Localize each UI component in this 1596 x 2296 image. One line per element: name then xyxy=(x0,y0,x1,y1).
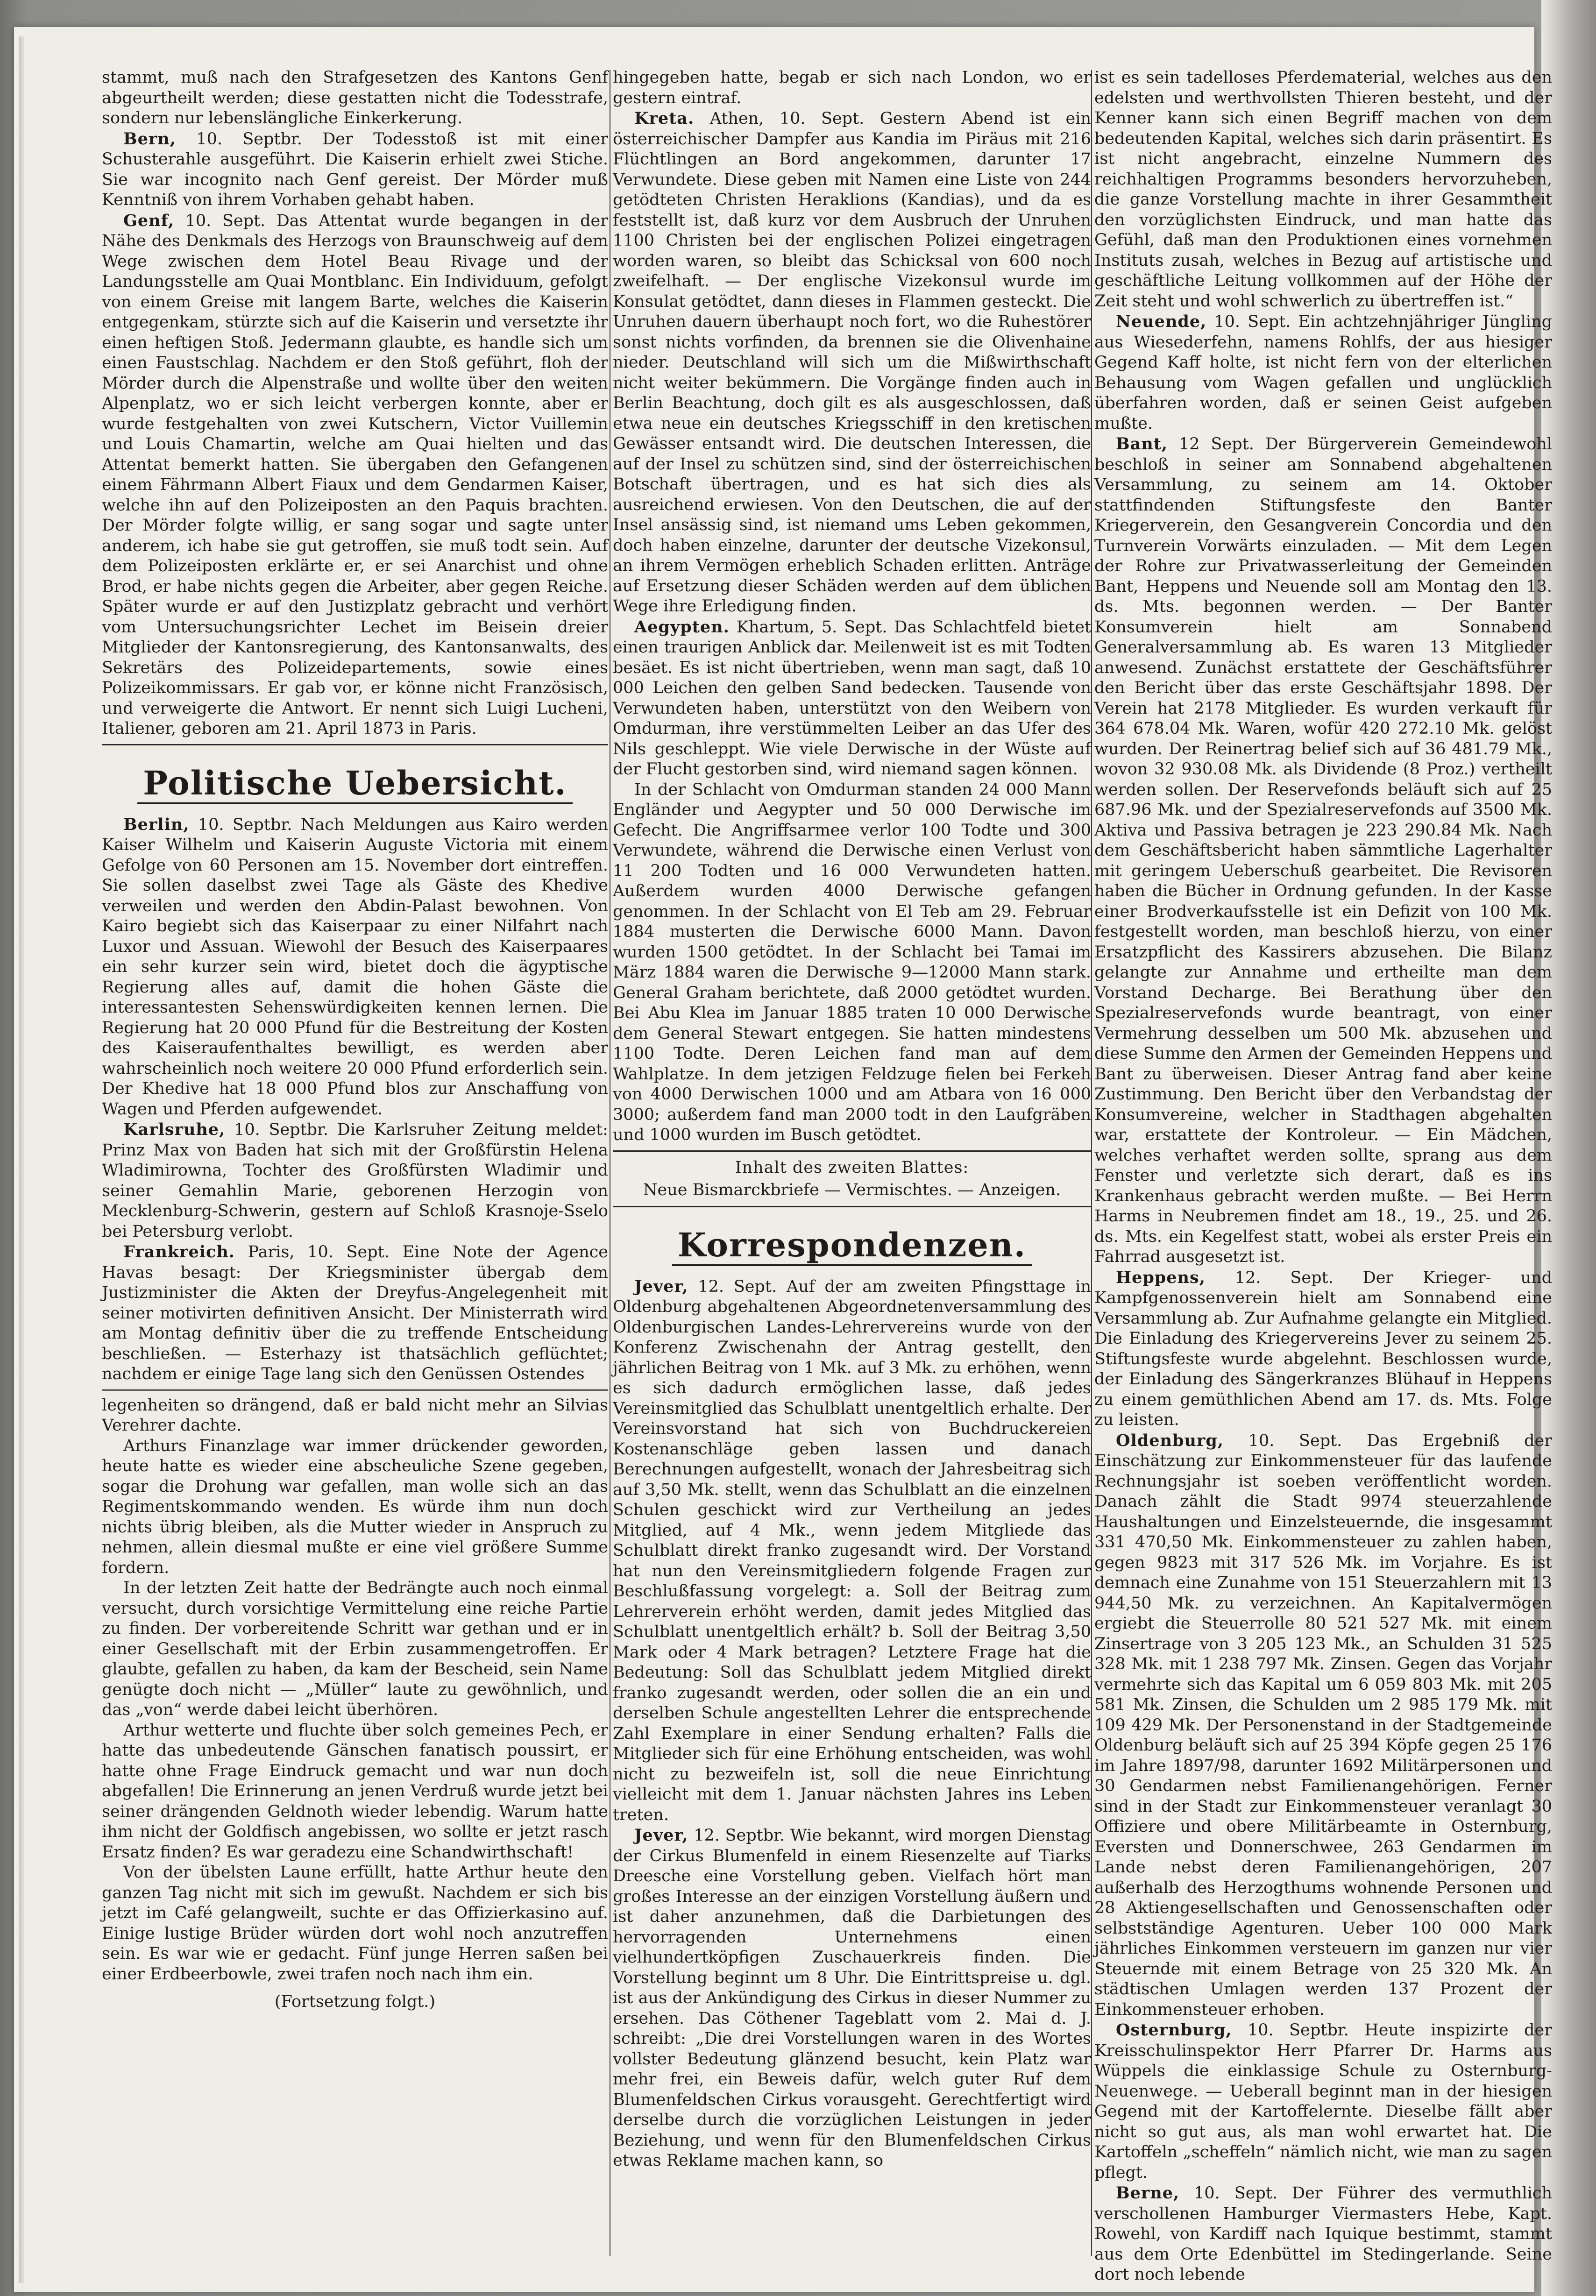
column-3 xyxy=(1094,68,1552,2284)
section-rule xyxy=(102,744,608,745)
dateline-bern: Bern, xyxy=(123,129,176,149)
contents-rule-top xyxy=(613,1150,1091,1152)
article-berne-text: 10. Sept. Der Führer des vermuthlich verschollenen Hamburger Viermasters Hebe, Kapt. Rowehl, von Kardiff nach Iquique bestimmt, stammt aus dem Orte Edenbüttel im Stedingerlande. Seine dort noch lebende xyxy=(1094,2184,1552,2284)
section-title-text: Politische Uebersicht. xyxy=(137,764,573,804)
continued-note: (Fortsetzung folgt.) xyxy=(274,1992,436,2011)
article-aegypten xyxy=(613,617,1091,780)
dateline-neuende: Neuende, xyxy=(1116,312,1207,331)
article-bant-text: 12 Sept. Der Bürgerverein Gemeindewohl beschloß in seiner am Sonnabend abgehaltenen Versammlung, zu seinem am 14. Oktober stattfindenden Stiftungsfeste den Banter Kriegerverein, den Gesangverein Concordia und den Turnverein Vorwärts einzuladen. — Mit dem Legen der Rohre zur Privatwasserleitung der Gemeinden Bant, Heppens und Neuende soll am Montag den 13. ds. Mts. begonnen werden. — Der Banter Konsumverein hielt am Sonnabend Generalversammlung ab. Es waren 13 Mitglieder anwesend. Zunächst erstattete der Geschäftsführer den Bericht über das erste Geschäftsjahr 1898. Der Verein hat 2178 Mitglieder. Es wurden verkauft für 364 678.04 Mk. Waren, wofür 420 272.10 Mk. gelöst wurden. Der Reinertrag belief sich auf 36 481.79 Mk., wovon 32 930.08 Mk. als Dividende (8 Proz.) vertheilt werden sollen. Der Reservefonds beläuft sich auf 25 687.96 Mk. und der Spezialreservefonds auf 3500 Mk. Aktiva und Passiva betragen je 223 290.84 Mk. Nach dem Geschäftsbericht haben sämmtliche Lagerhalter mit geringem Ueberschuß gearbeitet. Die Revisoren haben die Bücher in Ordnung gefunden. In der Kasse einer Brodverkaufsstelle ist ein Defizit von 100 Mk. festgestellt worden, man beschloß hierzu, von einer Ersatzpflicht des Kassirers abzusehen. Die Bilanz gelangte zur Annahme und ertheilte man dem Vorstand Decharge. Bei Berathung über den Spezialreservefonds wurde beantragt, von einer Vermehrung desselben um 500 Mk. abzusehen und diese Summe den Armen der Gemeinden Heppens und Bant zu überweisen. Dieser Antrag fand aber keine Zustimmung. Den Bericht über den Verbandstag der Konsumvereine, welcher in Stadthagen abgehalten war, erstattete der Kontroleur. — Ein Mädchen, welches verhaftet werden sollte, sprang aus dem Fenster und verletzte sich derart, daß es ins Krankenhaus gebracht werden mußte. — Bei Herrn Harms in Neubremen findet am 18., 19., 25. und 26. ds. Mts. ein Kegelfest statt, wobei als erster Preis ein Fahrrad ausgesetzt ist. xyxy=(1094,435,1552,1266)
page-binding-edge xyxy=(19,36,24,2283)
article-neuende xyxy=(1094,312,1552,434)
section-title-text: Korrespondenzen. xyxy=(672,1226,1032,1266)
article-oldenburg-text: 10. Sept. Das Ergebniß der Einschätzung zur Einkommensteuer für das laufende Rechnungsjahr ist soeben veröffentlicht worden. Danach zählt die Stadt 9974 steuerzahlende Haushaltungen und Einzelsteuernde, die insgesammt 331 470,50 Mk. Einkommensteuer zu zahlen haben, gegen 9823 mit 317 526 Mk. im Vorjahre. Es ist demnach eine Zunahme von 151 Steuerzahlern mit 13 944,50 Mk. zu verzeichnen. An Kapitalvermögen ergiebt die Steuerrolle 80 521 527 Mk. mit einem Zinsertrage von 3 205 123 Mk., an Schulden 31 525 328 Mk. mit 1 238 797 Mk. Zinsen. Gegen das Vorjahr vermehrte sich das Kapital um 6 059 803 Mk. mit 205 581 Mk. Zinsen, die Schulden um 2 985 179 Mk. mit 109 429 Mk. Der Personenstand in der Stadtgemeinde Oldenburg beläuft sich auf 25 394 Köpfe gegen 25 176 im Jahre 1897/98, darunter 1692 Militärpersonen und 30 Gendarmen nebst Familienangehörigen. Ferner sind in der Stadt zur Einkommensteuer veranlagt 30 Offiziere und obere Militärbeamte in Osternburg, Eversten und Donnerschwee, 263 Gendarmen im Lande nebst deren Familienangehörigen, 207 außerhalb des Herzogthums wohnende Personen und 28 Aktiengesellschaften und Genossenschaften oder selbstständige Agenturen. Ueber 100 000 Mark jährliches Einkommen versteuern im ganzen nur vier Steuernde mit einem Betrage von 25 320 Mk. An städtischen Umlagen werden 137 Prozent der Einkommensteuer erhoben. xyxy=(1094,1431,1552,2019)
dateline-frankreich: Frankreich. xyxy=(123,1242,235,1261)
contents-rule-bottom xyxy=(613,1206,1091,1207)
feuilleton-novel xyxy=(102,1396,608,2013)
article-genf-text: 10. Sept. Das Attentat wurde begangen in der Nähe des Denkmals des Herzogs von Braunschweig auf dem Wege zwischen dem Hotel Beau Rivage und der Landungsstelle am Quai Montblanc. Ein Individuum, gefolgt von einem Greise mit langem Barte, welches die Kaiserin entgegenkam, stürzte sich auf die Kaiserin und versetzte ihr einen heftigen Stoß. Jedermann glaubte, es handle sich um einen Faustschlag. Nachdem er den Stoß geführt, floh der Mörder durch die Alpenstraße und wollte über den weiten Alpenplatz, wo er sich leicht verbergen konnte, aber er wurde festgehalten von zwei Kutschern, Victor Vuillemin und Louis Chamartin, welche am Quai hielten und das Attentat bemerkt hatten. Sie übergaben den Gefangenen einem Fährmann Albert Fiaux und dem Gendarmen Kaiser, welche ihn auf den Polizeiposten an den Paquis brachten. Der Mörder folgte willig, er sang sogar und sagte unter anderem, ich habe sie gut getroffen, sie muß todt sein. Auf dem Polizeiposten erklärte er, er sei Anarchist und ohne Brod, er habe nichts gegen die Arbeiter, aber gegen Reiche. Später wurde er auf den Justizplatz gebracht und verhört vom Untersuchungsrichter Lechet im Beisein dreier Mitglieder der Kantonsregierung, des Kantonsanwalts, des Sekretärs des Polizeidepartements, sowie eines Polizeikommissars. Er gab vor, er könne nicht Französisch, und verweigerte die Antwort. Er nennt sich Luigi Lucheni, Italiener, geboren am 21. April 1873 in Paris. xyxy=(102,211,608,738)
dateline-berlin: Berlin, xyxy=(123,815,190,834)
article-kreta-text: Athen, 10. Sept. Gestern Abend ist ein österreichischer Dampfer aus Kandia im Piräus mit 216 Flüchtlingen an Bord angekommen, darunter 17 Verwundete. Diese geben mit Namen eine Liste von 244 getödteten Christen Heraklions (Kandias), und da es feststellt ist, daß kurz vor dem Ausbruch der Unruhen 1100 Christen bei der englischen Polizei eingetragen worden waren, so bleibt das Schicksal von 600 noch zweifelhaft. — Der englische Vizekonsul wurde im Konsulat getödtet, dann dieses in Flammen gesteckt. Die Unruhen dauern überhaupt noch fort, wo die Ruhestörer sonst nichts vorfinden, da brennen sie die Olivenhaine nieder. Deutschland will sich um die Mißwirthschaft nicht weiter bekümmern. Die Vorgänge finden auch in Berlin Beachtung, doch gilt es als ausgeschlossen, daß etwa neue ein deutsches Kriegsschiff in den kretischen Gewässer entsandt wird. Die deutschen Interessen, die auf der Insel zu schützen sind, sind der österreichischen Botschaft übertragen, und es hat sich dies als ausreichend erwiesen. Von den Deutschen, die auf der Insel ansässig sind, ist niemand ums Leben gekommen, doch haben einzelne, darunter der deutsche Vizekonsul, an ihrem Vermögen erheblich Schaden erlitten. Anträge auf Ersetzung dieser Schäden werden auf dem üblichen Wege ihre Erledigung finden. xyxy=(613,109,1091,616)
novel-paragraph: In der letzten Zeit hatte der Bedrängte auch noch einmal versucht, durch vorsichtige Vermittelung eine reiche Partie zu finden. Der vorbereitende Schritt war gethan und er in einer Gesellschaft mit der Erbin zusammengetroffen. Er glaubte, gefallen zu haben, da kam der Bescheid, sein Name genügte doch nicht — „Müller“ laute zu gewöhnlich, und das „von“ werde dabei leicht überhören. xyxy=(102,1579,608,1719)
dateline-oldenburg: Oldenburg, xyxy=(1116,1431,1224,1450)
article-karlsruhe xyxy=(102,1120,608,1242)
article-jever-1-text: 12. Sept. Auf der am zweiten Pfingsttage in Oldenburg abgehaltenen Abgeordnetenversammlung des Oldenburgischen Landes-Lehrervereins wurde von der Konferenz Zwischenahn der Antrag gestellt, den jährlichen Beitrag von 1 Mk. auf 3 Mk. zu erhöhen, wenn es sich dadurch ermöglichen lasse, daß jedes Vereinsmitglied das Schulblatt unentgeltlich erhalte. Der Vereinsvorstand hat sich von Buchdruckereien Kostenanschläge geben lassen und danach Berechnungen aufgestellt, wonach der Jahresbeitrag sich auf 3,50 Mk. stellt, wenn das Schulblatt an die einzelnen Schulen geschickt wird zur Vertheilung an jedes Mitglied, auf 4 Mk., wenn jedem Mitgliede das Schulblatt direkt franko zugesandt wird. Der Vorstand hat nun den Vereinsmitgliedern folgende Fragen zur Beschlußfassung vorgelegt: a. Soll der Beitrag zum Lehrerverein erhöht werden, damit jedes Mitglied das Schulblatt unentgeltlich erhält? b. Soll der Beitrag 3,50 Mark oder 4 Mark betragen? Letztere Frage hat die Bedeutung: Soll das Schulblatt jedem Mitglied direkt franko zugesandt werden, oder sollen die an ein und derselben Schule angestellten Lehrer die entsprechende Zahl Exemplare in einer Sendung erhalten? Falls die Mitglieder sich für eine Erhöhung entscheiden, was wohl nicht zu bezweifeln ist, soll die neue Einrichtung vielleicht mit dem 1. Januar nächsten Jahres ins Leben treten. xyxy=(613,1277,1091,1824)
dateline-osternburg: Osternburg, xyxy=(1116,2020,1232,2040)
article-aegypten-text: Khartum, 5. Sept. Das Schlachtfeld bietet einen traurigen Anblick dar. Meilenweit ist es mit Todten besäet. Es ist nicht übertrieben, wenn man sagt, daß 10 000 Leichen den gelben Sand bedecken. Tausende von Verwundeten haben, unterstützt von den Weibern von Omdurman, ihre verstümmelten Leiber an das Ufer des Nils geschleppt. Wie viele Derwische in der Wüste auf der Flucht gestorben sind, wird niemand sagen können. xyxy=(613,617,1091,779)
article-bant xyxy=(1094,434,1552,1268)
dateline-genf: Genf, xyxy=(123,211,175,230)
feuilleton-rule xyxy=(102,1389,608,1391)
column-1 xyxy=(102,68,608,2263)
novel-paragraph: Von der übelsten Laune erfüllt, hatte Arthur heute den ganzen Tag nicht mit sich im gewußt. Nachdem er sich bis jetzt im Café gelangweilt, suchte er das Offizierkasino auf. Einige lustige Brüder würden dort wohl noch anzutreffen sein. Es war wie er gedacht. Fünf junge Herren saßen bei einer Erdbeerbowle, zwei trafen noch nach ihm ein. xyxy=(102,1863,608,1984)
contents-box xyxy=(613,1156,1091,1201)
article-berlin-text: 10. Septbr. Nach Meldungen aus Kairo werden Kaiser Wilhelm und Kaiserin Auguste Victoria mit einem Gefolge von 60 Personen am 15. November dort eintreffen. Sie sollen daselbst zwei Tage als Gäste des Khedive verweilen und werden den Abdin-Palast bewohnen. Von Kairo begiebt sich das Kaiserpaar zu einer Nilfahrt nach Luxor und Assuan. Wiewohl der Besuch des Kaiserpaares ein sehr kurzer sein wird, bietet doch die ägyptische Regierung alles auf, damit die hohen Gäste die interessantesten Sehenswürdigkeiten kennen lernen. Die Regierung hat 20 000 Pfund für die Bestreitung der Kosten des Kaiseraufenthaltes bewilligt, es werden aber wahrscheinlich noch weitere 20 000 Pfund erforderlich sein. Der Khedive hat 18 000 Pfund blos zur Anschaffung von Wagen und Pferden aufgewendet. xyxy=(102,815,608,1119)
section-title-politische-uebersicht xyxy=(102,762,608,804)
contents-items: Neue Bismarckbriefe — Vermischtes. — Anzeigen. xyxy=(643,1180,1061,1199)
article-neuende-text: 10. Sept. Ein achtzehnjähriger Jüngling aus Wiesederfehn, namens Rohlfs, der aus hiesiger Gegend Kaff holte, ist nicht fern von der elterlichen Behausung vom Wagen gefallen und unglücklich überfahren worden, daß er seinen Geist aufgeben mußte. xyxy=(1094,312,1552,433)
dateline-kreta: Kreta. xyxy=(634,109,695,128)
dateline-berne: Berne, xyxy=(1116,2183,1180,2203)
dateline-jever: Jever, xyxy=(634,1276,688,1296)
article-continuation: ist es sein tadelloses Pferdematerial, welches aus den edelsten und werthvollsten Thieren besteht, und der Kenner kann sich einen Begriff machen von dem bedeutenden Kapital, welches sich darin präsentirt. Es ist nicht angebracht, einzelne Nummern des reichhaltigen Programms besonders hervorzuheben, die ganze Vorstellung machte in ihrer Gesammtheit den vorzüglichsten Eindruck, und man hatte das Gefühl, daß man den Produktionen eines vornehmen Instituts zusah, welches in Bezug auf artistische und geschäftliche Leitung vollkommen auf der Höhe der Zeit steht und wohl schwerlich zu übertreffen ist.“ xyxy=(1094,68,1552,311)
article-oldenburg xyxy=(1094,1431,1552,2020)
article-continuation: hingegeben hatte, begab er sich nach London, wo er gestern eintraf. xyxy=(613,68,1091,107)
article-jever-1 xyxy=(613,1276,1091,1826)
article-frankreich xyxy=(102,1242,608,1385)
article-kreta xyxy=(613,108,1091,617)
contents-title: Inhalt des zweiten Blattes: xyxy=(735,1158,969,1177)
dateline-jever: Jever, xyxy=(634,1826,688,1845)
dateline-karlsruhe: Karlsruhe, xyxy=(123,1120,226,1139)
article-osternburg-text: 10. Septbr. Heute inspizirte der Kreisschulinspektor Herr Pfarrer Dr. Harms aus Wüppels die einklassige Schule zu Osternburg-Neuenwege. — Ueberall beginnt man in der hiesigen Gegend mit der Kartoffelernte. Dieselbe fällt aber nicht so gut aus, als man wohl erwartet hat. Die Kartoffeln „scheffeln“ nämlich nicht, wie man zu sagen pflegt. xyxy=(1094,2021,1552,2182)
article-continuation: stammt, muß nach den Strafgesetzen des Kantons Genf abgeurtheilt werden; diese gestatten nicht die Todesstrafe, sondern nur lebenslängliche Einkerkerung. xyxy=(102,68,608,128)
article-jever-2-text: 12. Septbr. Wie bekannt, wird morgen Dienstag der Cirkus Blumenfeld in einem Riesenzelte auf Tiarks Dreesche eine Vorstellung geben. Vielfach hört man großes Interesse an der einzigen Vorstellung äußern und ist daher anzunehmen, daß die Darbietungen des hervorragenden Unternehmens einen vielhundertköpfigen Zuschauerkreis finden. Die Vorstellung beginnt um 8 Uhr. Die Eintrittspreise u. dgl. ist aus der Ankündigung des Cirkus in dieser Nummer zu ersehen. Das Cöthener Tageblatt vom 2. Mai d. J. schreibt: „Die drei Vorstellungen waren in des Wortes vollster Bedeutung glänzend besucht, kein Platz war mehr frei, ein Beweis dafür, welch guter Ruf dem Blumenfeldschen Cirkus vorausgeht. Gerechtfertigt wird derselbe durch die vorzüglichen Leistungen in jeder Beziehung, und wenn für den Blumenfeldschen Cirkus etwas Reklame machen kann, so xyxy=(613,1826,1091,2170)
dateline-heppens: Heppens, xyxy=(1116,1268,1206,1287)
novel-paragraph: Arthurs Finanzlage war immer drückender geworden, heute hatte es wieder eine abscheuliche Szene gegeben, sogar die Drohung war gefallen, man wolle sich an das Regimentskommando wenden. Es würde ihm nun doch nichts übrig bleiben, als die Mutter wieder in Anspruch zu nehmen, allein diesmal mußte er eine viel größere Summe fordern. xyxy=(102,1436,608,1577)
section-title-korrespondenzen xyxy=(613,1224,1091,1266)
article-osternburg xyxy=(1094,2020,1552,2183)
article-bern xyxy=(102,129,608,211)
dateline-aegypten: Aegypten. xyxy=(634,617,730,637)
novel-paragraph: legenheiten so drängend, daß er bald nicht mehr an Silvias Verehrer dachte. xyxy=(102,1396,608,1435)
novel-paragraph: Arthur wetterte und fluchte über solch gemeines Pech, er hatte das unbedeutende Gänschen fanatisch poussirt, er hatte ohne Frage Eindruck gemacht und war nun doch abgefallen! Die Erinnerung an jenen Verdruß wurde jetzt bei seiner drängenden Geldnoth wieder lebendig. Warum hatte ihm nicht der Goldfisch angebissen, wo sollte er jetzt rasch Ersatz finden? Es war geradezu eine Schandwirthschaft! xyxy=(102,1721,608,1862)
article-berlin xyxy=(102,815,608,1120)
article-berne xyxy=(1094,2183,1552,2285)
article-frankreich-text: Paris, 10. Sept. Eine Note der Agence Havas besagt: Der Kriegsminister übergab dem Justizminister die Akten der Dreyfus-Angelegenheit mit seiner motivirten definitiven Ansicht. Der Ministerrath wird am Montag definitiv über die zu treffende Entscheidung beschließen. — Esterhazy ist thatsächlich geflüchtet; nachdem er einige Tage lang sich den Genüssen Ostendes xyxy=(102,1243,608,1383)
article-jever-2 xyxy=(613,1825,1091,2171)
article-heppens-text: 12. Sept. Der Krieger- und Kampfgenossenverein hielt am Sonnabend eine Versammlung ab. Zur Aufnahme gelangte ein Mitglied. Die Einladung des Kriegervereins Jever zu seinem 25. Stiftungsfeste wurde abgelehnt. Beschlossen wurde, der Einladung des Sängerkranzes Blühauf in Heppens zu einem gemüthlichen Abend am 17. ds. Mts. Folge zu leisten. xyxy=(1094,1268,1552,1429)
article-karlsruhe-text: 10. Septbr. Die Karlsruher Zeitung meldet: Prinz Max von Baden hat sich mit der Großfürstin Helena Wladimirowna, Tochter des Großfürsten Wladimir und seiner Gemahlin Marie, geborenen Herzogin von Mecklenburg-Schwerin, gestern auf Schloß Krasnoje-Sselo bei Petersburg verlobt. xyxy=(102,1120,608,1241)
column-2 xyxy=(613,68,1091,2263)
article-heppens xyxy=(1094,1268,1552,1431)
dateline-bant: Bant, xyxy=(1116,434,1168,454)
article-bern-text: 10. Septbr. Der Todesstoß ist mit einer Schusterahle ausgeführt. Die Kaiserin erhielt zwei Stiche. Sie war incognito nach Genf gereist. Der Mörder muß Kenntniß von ihrem Vorhaben gehabt haben. xyxy=(102,129,608,209)
article-omdurman: In der Schlacht von Omdurman standen 24 000 Mann Engländer und Aegypter und 50 000 Derwische im Gefecht. Die Angriffsarmee verlor 100 Todte und 300 Verwundete, während die Derwische einen Verlust von 11 200 Todten und 16 000 Verwundeten hatten. Außerdem wurden 4000 Derwische gefangen genommen. In der Schlacht von El Teb am 29. Februar 1884 musterten die Derwische 6000 Mann. Davon wurden 1500 getödtet. In der Schlacht bei Tamai im März 1884 waren die Derwische 9—12000 Mann stark. General Graham berichtete, daß 2000 getödtet wurden. Bei Abu Klea im Januar 1885 traten 10 000 Derwische dem General Stewart entgegen. Sie hatten mindestens 1100 Todte. Deren Leichen fand man auf dem Wahlplatze. In dem jetzigen Feldzuge fielen bei Ferkeh von 4000 Derwischen 1000 und am Atbara von 16 000 3000; außerdem fand man 2000 todt in den Laufgräben und 1000 wurden im Busch getödtet. xyxy=(613,780,1091,1144)
article-genf xyxy=(102,211,608,739)
column-divider-2 xyxy=(1091,70,1092,2256)
